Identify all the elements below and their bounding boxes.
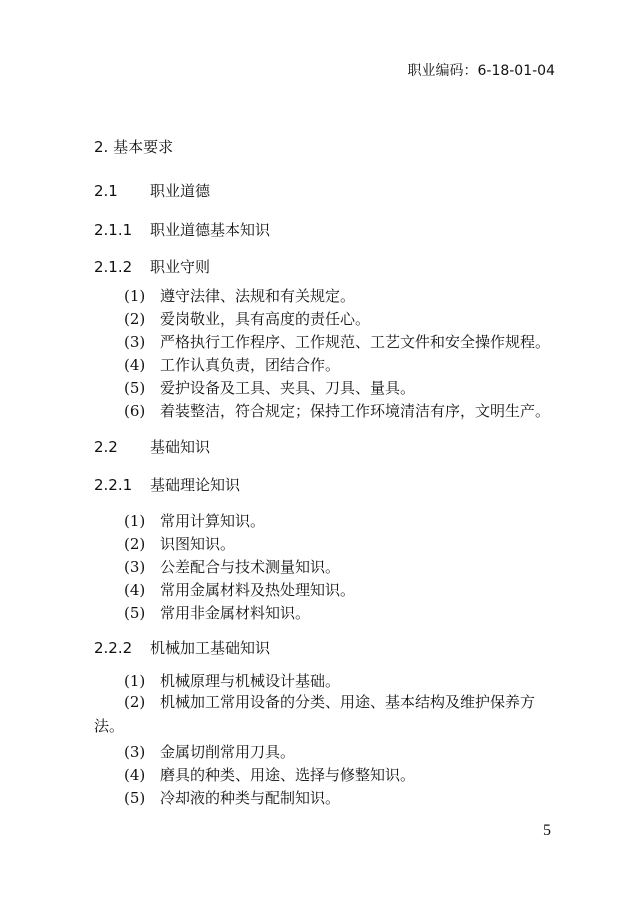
item-text: 识图知识。 bbox=[160, 535, 236, 553]
heading-2-2-2 bbox=[94, 637, 270, 658]
section-number: 2. bbox=[94, 138, 109, 156]
item-text: 遵守法律、法规和有关规定。 bbox=[160, 287, 356, 305]
item-text: 常用金属材料及热处理知识。 bbox=[160, 581, 356, 599]
list-item-wrapped bbox=[94, 690, 558, 738]
item-number: (4) bbox=[124, 356, 146, 374]
item-number: (5) bbox=[124, 789, 146, 807]
list-item bbox=[124, 556, 340, 577]
item-text: 爱护设备及工具、夹具、刀具、量具。 bbox=[160, 379, 416, 397]
item-number: (6) bbox=[124, 402, 146, 420]
occupation-code: 职业编码：6-18-01-04 bbox=[407, 63, 555, 79]
item-number: (5) bbox=[124, 604, 146, 622]
list-item bbox=[124, 308, 370, 329]
list-item bbox=[124, 579, 355, 600]
heading-2-2-1 bbox=[94, 474, 240, 495]
item-number: (4) bbox=[124, 766, 146, 784]
item-text: 磨具的种类、用途、选择与修整知识。 bbox=[160, 766, 416, 784]
heading-title: 职业道德基本知识 bbox=[150, 221, 271, 239]
list-item bbox=[124, 377, 415, 398]
heading-2-1-2 bbox=[94, 256, 210, 277]
item-text: 常用非金属材料知识。 bbox=[160, 604, 311, 622]
item-number: (2) bbox=[124, 310, 146, 328]
item-text: 公差配合与技术测量知识。 bbox=[160, 558, 341, 576]
item-number: (3) bbox=[124, 558, 146, 576]
list-item bbox=[124, 510, 265, 531]
item-number: (1) bbox=[124, 287, 146, 305]
heading-number: 2.2.1 bbox=[94, 476, 133, 494]
item-text: 机械原理与机械设计基础。 bbox=[160, 672, 341, 690]
item-text: 机械加工常用设备的分类、用途、基本结构及维护保养方法。 bbox=[94, 693, 536, 735]
section-heading-2 bbox=[94, 136, 173, 157]
item-text: 爱岗敬业，具有高度的责任心。 bbox=[160, 310, 371, 328]
list-item bbox=[124, 670, 340, 691]
item-number: (3) bbox=[124, 743, 146, 761]
list-item bbox=[124, 787, 340, 808]
item-number: (1) bbox=[124, 512, 146, 530]
list-item bbox=[124, 331, 550, 352]
heading-number: 2.1.1 bbox=[94, 221, 133, 239]
heading-2-1 bbox=[94, 180, 210, 201]
list-item bbox=[124, 764, 415, 785]
heading-2-1-1 bbox=[94, 219, 270, 240]
heading-title: 职业守则 bbox=[150, 258, 211, 276]
heading-number: 2.2 bbox=[94, 438, 118, 456]
item-number: (2) bbox=[124, 693, 146, 711]
list-item bbox=[124, 602, 310, 623]
page-number: 5 bbox=[543, 822, 551, 839]
heading-title: 职业道德 bbox=[150, 182, 211, 200]
item-text: 严格执行工作程序、工作规范、工艺文件和安全操作规程。 bbox=[160, 333, 551, 351]
item-number: (2) bbox=[124, 535, 146, 553]
heading-title: 机械加工基础知识 bbox=[150, 639, 271, 657]
item-text: 工作认真负责，团结合作。 bbox=[160, 356, 341, 374]
heading-number: 2.1 bbox=[94, 182, 118, 200]
heading-2-2 bbox=[94, 436, 210, 457]
list-item bbox=[124, 354, 340, 375]
heading-title: 基础知识 bbox=[150, 438, 211, 456]
item-text: 冷却液的种类与配制知识。 bbox=[160, 789, 341, 807]
section-title: 基本要求 bbox=[113, 138, 174, 156]
item-number: (4) bbox=[124, 581, 146, 599]
list-item bbox=[124, 741, 295, 762]
item-number: (5) bbox=[124, 379, 146, 397]
item-text: 金属切削常用刀具。 bbox=[160, 743, 296, 761]
heading-number: 2.1.2 bbox=[94, 258, 133, 276]
item-text: 着装整洁，符合规定；保持工作环境清洁有序，文明生产。 bbox=[160, 402, 551, 420]
item-text: 常用计算知识。 bbox=[160, 512, 266, 530]
heading-number: 2.2.2 bbox=[94, 639, 133, 657]
list-item bbox=[124, 400, 550, 421]
heading-title: 基础理论知识 bbox=[150, 476, 241, 494]
list-item bbox=[124, 285, 355, 306]
item-number: (1) bbox=[124, 672, 146, 690]
list-item bbox=[124, 533, 235, 554]
item-number: (3) bbox=[124, 333, 146, 351]
